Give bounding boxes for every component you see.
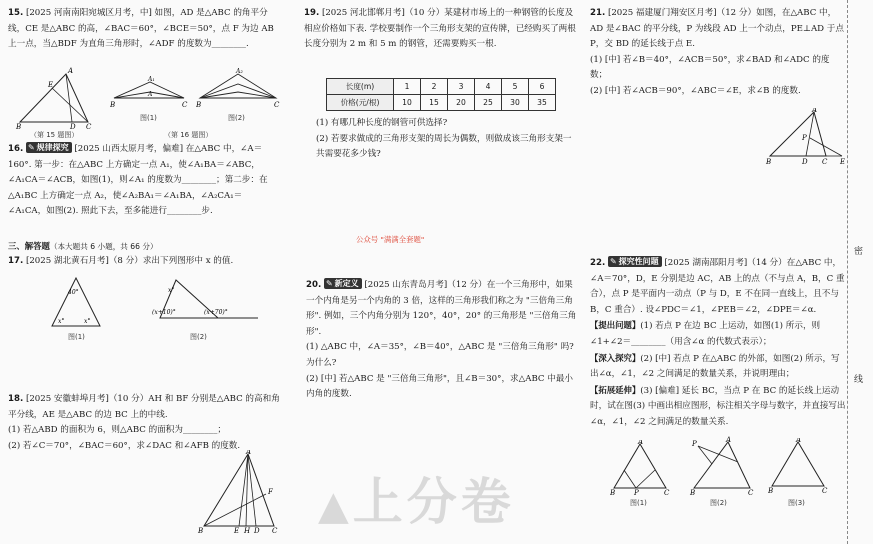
svg-text:x°: x° — [58, 318, 65, 325]
question-15-text: [2025 河南南阳宛城区月考，中] 如图，AD 是△ABC 的角平分线，CE 是△ABC 的高，∠BAC＝60°，∠BCE＝50°，点 F 为边 AB 上一点，当△BDF 为直角三角形时，∠ADF 的度数为________. — [8, 8, 274, 50]
q17-figure-2 — [146, 276, 266, 326]
svg-text:B: B — [198, 527, 204, 534]
svg-text:A: A — [812, 108, 818, 114]
svg-text:B: B — [768, 487, 774, 494]
svg-text:B: B — [16, 123, 22, 130]
q22-part-1: (1) 若点 P 在边 BC 上运动，如图(1) 所示，则∠1+∠2＝________（用含∠α 的代数式表示）； — [590, 321, 821, 347]
svg-text:A₂: A₂ — [236, 68, 243, 75]
svg-text:C: C — [182, 101, 188, 109]
left-column — [0, 0, 285, 544]
question-16-text: [2025 山西太原月考，偏难] 在△ABC 中，∠A＝160°. 第一步：在△ABC 上方确定一点 A₁，使∠A₁BA＝∠ABC，∠A₁CA＝∠ACB，如图(1)，则∠A₁ 的度数为________；第二步：在△A₁BC 上方确定一点 A₂，使∠A₂BA₁＝∠A₁BA，∠A₂CA₁＝∠A₁CA，如图(2). 照此下去，至多能进行________步. — [8, 144, 268, 217]
q22-fig3-label: 图(3) — [788, 499, 805, 507]
q16-figure-2 — [196, 68, 282, 110]
q16-fig1-label: 图(1) — [140, 114, 157, 122]
q22-figure-2 — [688, 436, 754, 496]
q19-part-1: (1) 有哪几种长度的钢管可供选择? — [316, 118, 448, 128]
q22-figure-1 — [610, 440, 672, 496]
q16-figure-1 — [110, 74, 190, 110]
svg-text:C: C — [664, 489, 670, 496]
svg-text:C: C — [274, 101, 280, 109]
svg-text:A₁: A₁ — [148, 76, 155, 83]
q20-part-1: (1) △ABC 中，∠A＝35°，∠B＝40°，△ABC 是 "三倍角三角形" 吗? 为什么? — [306, 342, 574, 368]
svg-text:A: A — [246, 450, 252, 456]
svg-text:D: D — [802, 158, 808, 166]
section-3-heading: 三、解答题（本大题共 6 小题，共 66 分） — [8, 241, 158, 251]
svg-text:C: C — [748, 489, 754, 496]
q16-tag-badge: ✎ 规律探究 — [26, 142, 72, 153]
svg-text:B: B — [690, 489, 696, 496]
question-17-text: [2025 湖北黄石月考]（8 分）求出下列图形中 x 的值. — [25, 256, 234, 266]
svg-text:B: B — [766, 158, 772, 166]
question-22-text: [2025 湖南邵阳月考]（14 分）在△ABC 中，∠A＝70°，D，E 分别是边 AC，AB 上的点（不与点 A，B，C 重合），点 P 是平面内一动点（P 与 D，E 不在同一直线上，且不与 B，C 重合）. 设∠PDC＝∠1，∠PEB＝∠2，∠DPE＝∠α. — [590, 258, 845, 315]
question-15: 15. [2025 河南南阳宛城区月考，中] 如图，AD 是△ABC 的角平分线，CE 是△ABC 的高，∠BAC＝60°，∠BCE＝50°，点 F 为边 AB 上一点，当△BDF 为直角三角形时，∠ADF 的度数为________. — [8, 8, 274, 50]
q21-part-2: (2) [中] 若∠ACB＝90°，∠ABC＝∠E，求∠B 的度数. — [590, 85, 801, 96]
watermark-text: 公众号 "满满全套题" — [356, 235, 425, 244]
price-table — [326, 78, 556, 111]
question-20: 20. ✎ 新定义 [2025 山东青岛月考]（12 分）在一个三角形中，如果一个内角是另一个内角的 3 倍，这样的三角形我们称之为 "三倍角三角形". 例如，三个内角分别为 120°，40°，20° 的三角形是 "三倍角三角形". (1) △ABC 中，∠A＝35°，∠B＝40°，△ABC 是 "三倍角三角形" 吗? 为什么? (2) [中] 若△ABC 是 "三倍角三角形"，且∠B＝30°，求△ABC 中最小内角的度数. — [306, 278, 578, 403]
question-18: 18. [2025 安徽蚌埠月考]（10 分）AH 和 BF 分别是△ABC 的高和角平分线，AE 是△ABC 的边 BC 上的中线. (1) 若△ABD 的面积为 6，则△ABC 的面积为________； (2) 若∠C＝70°，∠BAC＝60°，求∠DAC 和∠AFB 的度数. — [8, 394, 280, 451]
q22-part-3: (3) [偏难] 延长 BC，当点 P 在 BC 的延长线上运动时，试在图(3) 中画出相应图形，标注相关字母与数字，并直接写出∠α，∠1，∠2 之间满足的数量关系. — [590, 385, 846, 427]
q15-figure — [14, 66, 104, 130]
q20-tag-badge: ✎ 新定义 — [324, 278, 362, 289]
q18-figure — [196, 450, 282, 534]
svg-text:A: A — [638, 440, 644, 446]
svg-text:D: D — [254, 527, 260, 534]
q16-fig2-label: 图(2) — [228, 114, 245, 122]
question-21-text: [2025 福建厦门翔安区月考]（12 分）如图，在△ABC 中，AD 是∠BAC 的平分线，P 为线段 AD 上一个动点，PE⊥AD 于点 P，交 BD 的延长线于点 E. — [590, 8, 844, 50]
q16-caption: （第 16 题图） — [164, 131, 213, 139]
svg-text:P: P — [634, 489, 639, 496]
svg-text:B: B — [610, 489, 616, 496]
question-18-text: [2025 安徽蚌埠月考]（10 分）AH 和 BF 分别是△ABC 的高和角平分线，AE 是△ABC 的边 BC 上的中线. — [8, 394, 280, 420]
svg-text:P: P — [692, 440, 697, 448]
question-19-text: [2025 河北邯郸月考]（10 分）某建材市场上的一种钢管的长度及相应价格如下表. 学校要制作一个三角形支架的宣传牌，已经购买了两根长度分别为 2 m 和 5 m 的钢管，还需要购买一根. — [304, 8, 576, 50]
svg-text:E: E — [48, 81, 54, 89]
svg-text:C: C — [272, 527, 278, 534]
table-row: 价格(元/根) 10 15 20 25 30 35 — [327, 95, 556, 111]
svg-text:x°: x° — [84, 318, 91, 325]
binding-margin — [847, 0, 873, 544]
svg-text:F: F — [268, 488, 273, 496]
svg-text:40°: 40° — [68, 289, 79, 296]
q17-fig1-label: 图(1) — [68, 333, 85, 341]
q22-fig2-label: 图(2) — [710, 499, 727, 507]
q18-part-2: (2) 若∠C＝70°，∠BAC＝60°，求∠DAC 和∠AFB 的度数. — [8, 440, 241, 451]
question-19: 19. [2025 河北邯郸月考]（10 分）某建材市场上的一种钢管的长度及相应价格如下表. 学校要制作一个三角形支架的宣传牌，已经购买了两根长度分别为 2 m 和 5 m 的钢管，还需要购买一根. — [304, 8, 576, 50]
svg-text:A: A — [796, 438, 802, 444]
svg-text:E: E — [234, 527, 240, 534]
q22-part-2: (2) [中] 若点 P 在△ABC 的外部，如图(2) 所示，写出∠α，∠1，∠2 之间满足的数量关系，并说明理由； — [590, 353, 840, 380]
svg-text:A: A — [148, 91, 153, 98]
svg-text:x°: x° — [168, 287, 175, 294]
q17-figure-1 — [46, 274, 106, 330]
q17-fig2-label: 图(2) — [190, 333, 207, 341]
question-16: 16. ✎ 规律探究 [2025 山西太原月考，偏难] 在△ABC 中，∠A＝160°. 第一步：在△ABC 上方确定一点 A₁，使∠A₁BA＝∠ABC，∠A₁CA＝∠ACB，如图(1)，则∠A₁ 的度数为________；第二步：在△A₁BC 上方确定一点 A₂，使∠A₂BA₁＝∠A₁BA，∠A₂CA₁＝∠A₁CA，如图(2). 照此下去，至多能进行________步. — [8, 142, 280, 220]
svg-text:E: E — [840, 158, 846, 166]
right-column — [588, 0, 848, 544]
q22-tag-badge: ✎ 探究性问题 — [608, 256, 662, 267]
svg-text:C: C — [86, 123, 92, 130]
question-21: 21. [2025 福建厦门翔安区月考]（12 分）如图，在△ABC 中，AD 是∠BAC 的平分线，P 为线段 AD 上一个动点，PE⊥AD 于点 P，交 BD 的延长线于点 E. (1) [中] 若∠B＝40°，∠ACB＝50°，求∠BAD 和∠ADC 的度数； (2) [中] 若∠ACB＝90°，∠ABC＝∠E，求∠B 的度数. — [590, 8, 844, 96]
table-row: 长度(m) 1 2 3 4 5 6 — [327, 79, 556, 95]
side-char: 线 — [854, 375, 864, 385]
svg-text:P: P — [802, 134, 807, 142]
q18-part-1: (1) 若△ABD 的面积为 6，则△ABC 的面积为________； — [8, 425, 226, 436]
svg-text:(x+70)°: (x+70)° — [204, 309, 228, 316]
svg-text:D: D — [70, 123, 76, 130]
svg-text:A: A — [68, 67, 74, 75]
rocket-icon: ▲ — [318, 483, 353, 529]
q20-part-2: (2) [中] 若△ABC 是 "三倍角三角形"，且∠B＝30°，求△ABC 中最小内角的度数. — [306, 373, 574, 400]
q19-part-2: (2) 若要求做成的三角形支架的周长为偶数，则做成该三角形支架一共需要花多少钱? — [316, 133, 572, 160]
svg-text:C: C — [822, 487, 828, 494]
q19-parts — [316, 116, 578, 163]
question-17: 17. [2025 湖北黄石月考]（8 分）求出下列图形中 x 的值. — [8, 256, 234, 266]
svg-text:B: B — [110, 101, 116, 109]
svg-text:C: C — [822, 158, 828, 166]
svg-text:A: A — [726, 436, 732, 444]
q22-figure-3 — [768, 438, 830, 494]
watermark-logo: ▲上分卷 — [318, 473, 515, 531]
q21-figure — [764, 108, 848, 166]
q22-fig1-label: 图(1) — [630, 499, 647, 507]
question-22: 22. ✎ 探究性问题 [2025 湖南邵阳月考]（14 分）在△ABC 中，∠A＝70°，D，E 分别是边 AC，AB 上的点（不与点 A，B，C 重合），点 P 是平面内一动点（P 与 D，E 不在同一直线上，且不与 B，C 重合）. 设∠PDC＝∠1，∠PEB＝∠2，∠DPE＝∠α. 【提出问题】(1) 若点 P 在边 BC 上运动，如图(1) 所示，则∠1+∠2＝________（用含∠α 的代数式表示）； 【深入探究】(2) [中] 若点 P 在△ABC 的外部，如图(2) 所示，写出∠α，∠1，∠2 之间满足的数量关系，并说明理由； 【拓展延伸】(3) [偏难] 延长 BC，当点 P 在 BC 的延长线上运动时，试在图(3) 中画出相应图形，标注相关字母与数字，并直接写出∠α，∠1，∠2 之间满足的数量关系. — [590, 256, 846, 431]
question-20-text: [2025 山东青岛月考]（12 分）在一个三角形中，如果一个内角是另一个内角的 3 倍，这样的三角形我们称之为 "三倍角三角形". 例如，三个内角分别为 120°，40°，20° 的三角形是 "三倍角三角形". — [306, 280, 577, 337]
q15-caption: （第 15 题图） — [30, 131, 79, 139]
svg-text:H: H — [244, 527, 251, 534]
svg-text:B: B — [196, 101, 202, 109]
q21-part-1: (1) [中] 若∠B＝40°，∠ACB＝50°，求∠BAD 和∠ADC 的度数； — [590, 54, 830, 81]
side-char: 密 — [854, 247, 864, 257]
svg-text:(x+10)°: (x+10)° — [152, 309, 176, 316]
